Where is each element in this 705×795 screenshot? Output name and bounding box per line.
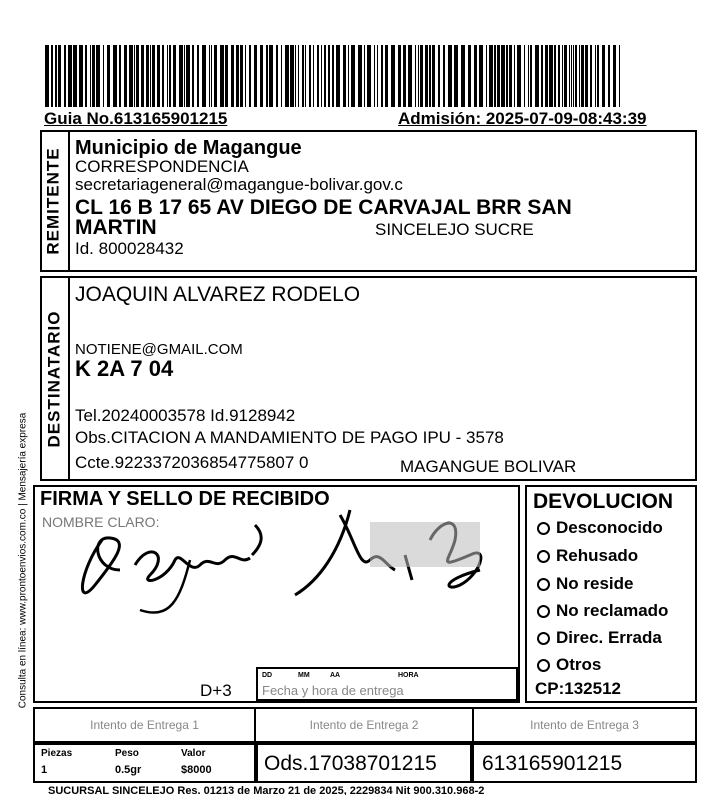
destinatario-ccte: Ccte.9223372036854775807 0 (75, 453, 309, 472)
valor-label: Valor (181, 748, 206, 759)
radio-circle-icon (537, 522, 550, 535)
radio-circle-icon (537, 659, 550, 672)
guia-number-bottom: 613165901215 (482, 752, 623, 775)
radio-circle-icon (537, 578, 550, 591)
remitente-dept: CORRESPONDENCIA (75, 157, 249, 176)
footer-text: SUCURSAL SINCELEJO Res. 01213 de Marzo 21 de 2025, 2229834 Nit 900.310.968-2 (48, 785, 485, 795)
piezas-value: 1 (41, 764, 48, 776)
fecha-aa: AA (330, 672, 341, 679)
barcode (45, 45, 625, 107)
destinatario-obs: Obs.CITACION A MANDAMIENTO DE PAGO IPU - 3578 (75, 428, 504, 447)
valor-value: $8000 (181, 764, 212, 776)
codigo-postal: CP:132512 (535, 679, 622, 698)
remitente-address-line1: CL 16 B 17 65 AV DIEGO DE CARVAJAL BRR SAN (75, 196, 572, 219)
guia-number: Guia No.613165901215 (44, 109, 228, 128)
remitente-name: Municipio de Magangue (75, 137, 302, 159)
destinatario-tel: Tel.20240003578 Id.9128942 (75, 406, 296, 425)
intento-1: Intento de Entrega 1 (35, 709, 256, 741)
envio-detalles (33, 743, 256, 783)
destinatario-city: MAGANGUE BOLIVAR (400, 457, 577, 476)
devolucion-option-direc-errada[interactable]: Direc. Errada (537, 628, 662, 648)
devolucion-section (525, 485, 697, 703)
intentos-row (33, 707, 697, 743)
intento-3: Intento de Entrega 3 (530, 718, 639, 732)
devolucion-option-rehusado[interactable]: Rehusado (537, 546, 638, 566)
peso-value: 0.5gr (115, 764, 142, 776)
devolucion-option-otros[interactable]: Otros (537, 655, 601, 675)
remitente-label: REMITENTE (40, 130, 70, 272)
fecha-label: Fecha y hora de entrega (262, 683, 404, 698)
destinatario-label: DESTINATARIO (40, 276, 70, 481)
devolucion-option-no-reclamado[interactable]: No reclamado (537, 601, 668, 621)
destinatario-email: NOTIENE@GMAIL.COM (75, 341, 243, 358)
nombre-claro-label: NOMBRE CLARO: (42, 514, 160, 530)
piezas-label: Piezas (41, 748, 73, 759)
remitente-email: secretariageneral@magangue-bolivar.gov.c (75, 175, 403, 194)
remitente-address-line2: MARTIN (75, 216, 157, 239)
guia-number-box (472, 743, 697, 783)
destinatario-name: JOAQUIN ALVAREZ RODELO (75, 283, 361, 306)
firma-title: FIRMA Y SELLO DE RECIBIDO (40, 488, 330, 510)
devolucion-title: DEVOLUCION (533, 490, 674, 513)
fecha-entrega-box (256, 667, 518, 701)
destinatario-address: K 2A 7 04 (75, 356, 174, 381)
ods-number: Ods.17038701215 (264, 752, 437, 775)
remitente-city: SINCELEJO SUCRE (375, 220, 534, 239)
d3-label: D+3 (200, 681, 232, 700)
devolucion-option-desconocido[interactable]: Desconocido (537, 518, 663, 538)
signature-image (40, 500, 510, 660)
admision-timestamp: Admisión: 2025-07-09-08:43:39 (398, 109, 647, 128)
peso-label: Peso (115, 748, 139, 759)
remitente-id: Id. 800028432 (75, 239, 184, 258)
radio-circle-icon (537, 550, 550, 563)
radio-circle-icon (537, 605, 550, 618)
ods-box (256, 743, 472, 783)
intento-2: Intento de Entrega 2 (256, 709, 474, 741)
radio-circle-icon (537, 632, 550, 645)
fecha-hora: HORA (398, 672, 419, 679)
side-note: Consulta en línea: www.prontoenvios.com.co | Mensajería expresa (17, 412, 29, 708)
devolucion-option-no-reside[interactable]: No reside (537, 574, 633, 594)
fecha-dd: DD (262, 672, 273, 679)
fecha-mm: MM (298, 672, 310, 679)
